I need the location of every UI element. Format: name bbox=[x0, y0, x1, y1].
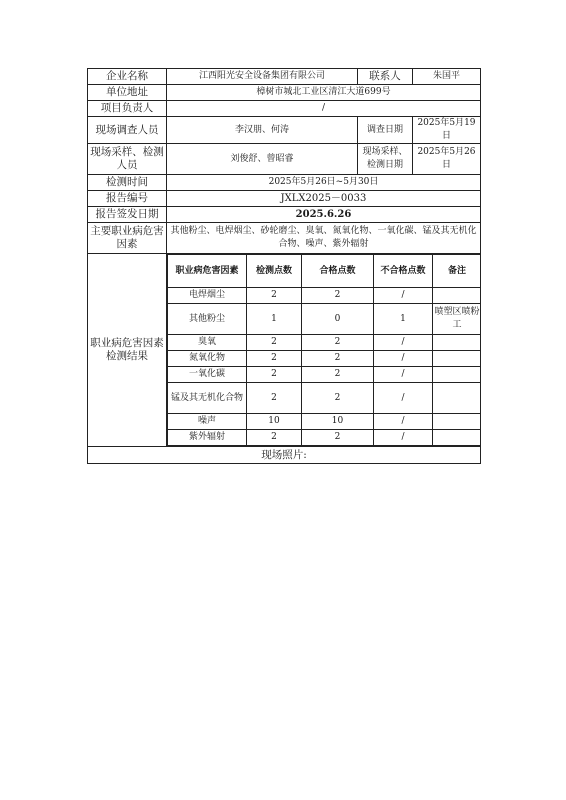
table-row bbox=[168, 367, 481, 383]
row-factor: 电焊烟尘 bbox=[168, 288, 247, 304]
sampler-value: 刘俊舒、曾昭睿 bbox=[167, 144, 358, 175]
survey-date-label: 调查日期 bbox=[358, 117, 413, 144]
header-note: 备注 bbox=[433, 255, 481, 288]
row-failed: / bbox=[374, 335, 433, 351]
row-factor: 氮氧化物 bbox=[168, 351, 247, 367]
row-factor: 臭氧 bbox=[168, 335, 247, 351]
manager-value: / bbox=[167, 101, 481, 117]
row-passed: 10 bbox=[302, 414, 374, 430]
row-failed: 1 bbox=[374, 304, 433, 335]
row-passed: 0 bbox=[302, 304, 374, 335]
issue-date-value: 2025.6.26 bbox=[167, 207, 481, 223]
hazards-label: 主要职业病危害因素 bbox=[88, 223, 167, 254]
table-row bbox=[168, 304, 481, 335]
row-failed: / bbox=[374, 430, 433, 446]
table-row bbox=[168, 414, 481, 430]
surveyor-value: 李汉朋、何涛 bbox=[167, 117, 358, 144]
row-factor: 其他粉尘 bbox=[168, 304, 247, 335]
row-note: 喷塑区喷粉工 bbox=[433, 304, 481, 335]
row-factor: 锰及其无机化合物 bbox=[168, 383, 247, 414]
test-time-value: 2025年5月26日~5月30日 bbox=[167, 175, 481, 191]
header-factor: 职业病危害因素 bbox=[168, 255, 247, 288]
report-no-label: 报告编号 bbox=[88, 191, 167, 207]
header-failed: 不合格点数 bbox=[374, 255, 433, 288]
report-page bbox=[87, 68, 480, 464]
hazards-value: 其他粉尘、电焊烟尘、砂轮磨尘、臭氧、氮氧化物、一氧化碳、锰及其无机化合物、噪声、紫外辐射 bbox=[167, 223, 481, 254]
address-label: 单位地址 bbox=[88, 85, 167, 101]
row-passed: 2 bbox=[302, 367, 374, 383]
row-failed: / bbox=[374, 288, 433, 304]
header-tested: 检测点数 bbox=[247, 255, 302, 288]
company-value: 江西阳光安全设备集团有限公司 bbox=[167, 69, 358, 85]
row-tested: 2 bbox=[247, 367, 302, 383]
table-row bbox=[168, 430, 481, 446]
photo-label: 现场照片: bbox=[88, 447, 481, 464]
row-tested: 2 bbox=[247, 430, 302, 446]
sample-date-label: 现场采样、检测日期 bbox=[358, 144, 413, 175]
contact-value: 朱国平 bbox=[413, 69, 481, 85]
contact-label: 联系人 bbox=[358, 69, 413, 85]
test-time-label: 检测时间 bbox=[88, 175, 167, 191]
row-factor: 噪声 bbox=[168, 414, 247, 430]
row-tested: 2 bbox=[247, 351, 302, 367]
info-table bbox=[87, 68, 481, 464]
surveyor-label: 现场调查人员 bbox=[88, 117, 167, 144]
row-note bbox=[433, 383, 481, 414]
table-row bbox=[168, 351, 481, 367]
row-failed: / bbox=[374, 383, 433, 414]
row-passed: 2 bbox=[302, 351, 374, 367]
results-label: 职业病危害因素检测结果 bbox=[88, 254, 167, 447]
row-note bbox=[433, 430, 481, 446]
row-tested: 10 bbox=[247, 414, 302, 430]
table-row bbox=[168, 288, 481, 304]
row-note bbox=[433, 288, 481, 304]
row-passed: 2 bbox=[302, 383, 374, 414]
row-passed: 2 bbox=[302, 335, 374, 351]
row-failed: / bbox=[374, 351, 433, 367]
manager-label: 项目负责人 bbox=[88, 101, 167, 117]
row-failed: / bbox=[374, 414, 433, 430]
address-value: 樟树市城北工业区清江大道699号 bbox=[167, 85, 481, 101]
row-note bbox=[433, 414, 481, 430]
report-no-value: JXLX2025－0033 bbox=[167, 191, 481, 207]
header-passed: 合格点数 bbox=[302, 255, 374, 288]
survey-date-value: 2025年5月19日 bbox=[413, 117, 481, 144]
row-tested: 2 bbox=[247, 335, 302, 351]
results-table bbox=[167, 254, 481, 446]
row-note bbox=[433, 367, 481, 383]
row-tested: 1 bbox=[247, 304, 302, 335]
row-passed: 2 bbox=[302, 430, 374, 446]
issue-date-label: 报告签发日期 bbox=[88, 207, 167, 223]
row-tested: 2 bbox=[247, 288, 302, 304]
row-note bbox=[433, 335, 481, 351]
row-tested: 2 bbox=[247, 383, 302, 414]
row-note bbox=[433, 351, 481, 367]
results-cell bbox=[167, 254, 481, 447]
row-failed: / bbox=[374, 367, 433, 383]
company-label: 企业名称 bbox=[88, 69, 167, 85]
sample-date-value: 2025年5月26日 bbox=[413, 144, 481, 175]
row-factor: 一氧化碳 bbox=[168, 367, 247, 383]
row-factor: 紫外辐射 bbox=[168, 430, 247, 446]
row-passed: 2 bbox=[302, 288, 374, 304]
table-row bbox=[168, 335, 481, 351]
sampler-label: 现场采样、检测人员 bbox=[88, 144, 167, 175]
table-row bbox=[168, 383, 481, 414]
